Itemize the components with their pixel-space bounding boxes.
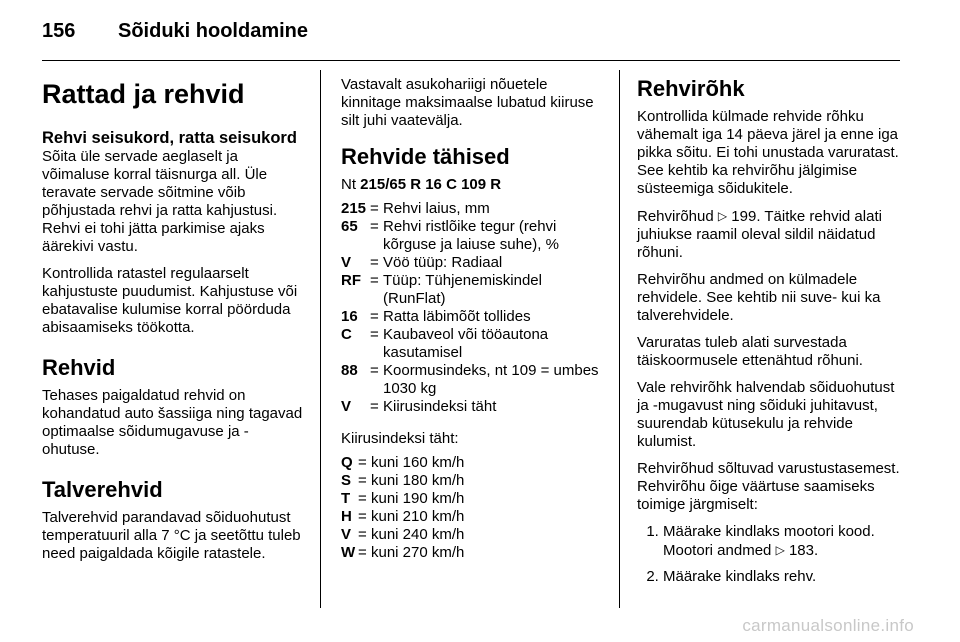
speed-row	[341, 544, 603, 562]
speed-row	[341, 454, 603, 472]
equals-sign: =	[370, 326, 379, 343]
speed-row	[341, 508, 603, 526]
speed-row	[341, 490, 603, 508]
page-number: 156	[42, 20, 76, 42]
speed-index-list	[341, 454, 603, 562]
definition-row	[341, 218, 603, 254]
tire-pressure-paragraph-3: Rehvirõhu andmed on külmadele rehvidele. See kehtib nii suve- kui ka talverehvidele.	[637, 271, 881, 324]
equals-sign: =	[370, 254, 379, 271]
page-reference-link[interactable]: 199	[731, 208, 757, 225]
definition-key: 65	[341, 218, 358, 235]
definition-key: 215	[341, 200, 367, 217]
definition-key: RF	[341, 272, 361, 289]
equals-sign: =	[370, 272, 379, 289]
definition-key: 88	[341, 362, 358, 379]
speed-value: kuni 190 km/h	[371, 490, 465, 507]
column-divider-right	[619, 70, 620, 608]
speed-key: T	[341, 490, 351, 507]
definition-row	[341, 200, 603, 218]
tire-pressure-paragraph-1: Kontrollida külmade rehvide rõhku vähemalt iga 14 päeva järel ja enne iga pikka sõitu. Ei tohi unustada varuratast. See kehtib ka rehvirõhu jälgimise süsteemiga sõidukitele.	[637, 108, 899, 197]
equals-sign: =	[358, 454, 367, 471]
equals-sign: =	[358, 526, 367, 543]
definition-key: V	[341, 398, 352, 415]
column-left	[42, 76, 304, 572]
tires-paragraph: Tehases paigaldatud rehvid on kohandatud auto šassiiga ning tagavad optimaalse sõidumugavuse ja -ohutuse.	[42, 387, 303, 458]
equals-sign: =	[358, 490, 367, 507]
definition-row	[341, 272, 603, 308]
speed-value: kuni 210 km/h	[371, 508, 465, 525]
tire-pressure-paragraph-6: Rehvirõhud sõltuvad varustustasemest. Rehvirõhu õige väärtuse saamiseks toimige järgmiselt:	[637, 460, 900, 513]
speed-sign-paragraph: Vastavalt asukohariigi nõuetele kinnitage maksimaalse lubatud kiiruse silt juhi vaatevälja.	[341, 76, 594, 129]
tire-condition-heading: Rehvi seisukord, ratta seisukord	[42, 129, 297, 147]
tire-pressure-paragraph-5: Vale rehvirõhk halvendab sõiduohutust ja -mugavust ning sõiduki juhitavust, suurendab kütusekulu ja rehvide kulumist.	[637, 379, 895, 450]
definition-row	[341, 254, 603, 272]
tire-pressure-paragraph-2	[637, 207, 907, 262]
equals-sign: =	[358, 472, 367, 489]
speed-key: W	[341, 544, 356, 561]
speed-key: Q	[341, 454, 353, 471]
tire-pressure-heading: Rehvirõhk	[637, 76, 745, 101]
text-fragment: . Täitke rehvid alati juhiukse raamil oleval sildil näidatud rõhuni.	[637, 208, 882, 261]
definition-value: Kiirusindeksi täht	[383, 398, 497, 415]
page-reference-link[interactable]: 183	[788, 542, 814, 559]
equals-sign: =	[358, 508, 367, 525]
page-reference-arrow-icon: ▷	[717, 209, 728, 223]
header-rule	[42, 60, 900, 61]
definition-value: Tüüp: Tühjenemiskindel (RunFlat)	[383, 272, 542, 307]
marking-definitions	[341, 200, 603, 416]
tire-marking-example	[341, 176, 603, 194]
text-fragment: .	[814, 542, 819, 559]
speed-key: H	[341, 508, 352, 525]
page-reference-arrow-icon: ▷	[775, 543, 785, 557]
equals-sign: =	[370, 398, 379, 415]
tire-condition-paragraph-2: Kontrollida ratastel regulaarselt kahjustuste puudumist. Kahjustuse või ebatavalise kulumise korral pöörduda abisaamiseks töökotta.	[42, 265, 298, 336]
definition-row	[341, 308, 603, 326]
definition-value: Ratta läbimõõt tollides	[383, 308, 531, 325]
speed-value: kuni 270 km/h	[371, 544, 465, 561]
speed-value: kuni 160 km/h	[371, 454, 465, 471]
equals-sign: =	[370, 308, 379, 325]
equals-sign: =	[358, 544, 367, 561]
definition-key: C	[341, 326, 352, 343]
definition-key: 16	[341, 308, 358, 325]
example-code: 215/65 R 16 C 109 R	[360, 176, 502, 193]
steps-list	[637, 523, 907, 586]
header-title: Sõiduki hooldamine	[118, 20, 309, 42]
equals-sign: =	[370, 200, 379, 217]
equals-sign: =	[370, 362, 379, 379]
tire-condition-paragraph-1: Sõita üle servade aeglaselt ja võimaluse korral täisnurga all. Üle teravate servade sõitmine võib põhjustada rehvi ja ratta kahjustusi. Rehvi ei tohi jätta parkimise ajaks äärekivi vastu.	[42, 148, 278, 255]
example-prefix: Nt	[341, 176, 361, 193]
step-item	[663, 523, 907, 560]
definition-value: Rehvi laius, mm	[383, 200, 490, 217]
speed-index-heading: Kiirusindeksi täht:	[341, 430, 459, 447]
definition-value: Vöö tüüp: Radiaal	[383, 254, 503, 271]
definition-row	[341, 362, 603, 398]
speed-key: V	[341, 526, 352, 543]
speed-row	[341, 472, 603, 490]
definition-key: V	[341, 254, 352, 271]
column-middle	[341, 76, 603, 572]
step-item	[663, 568, 907, 586]
column-right	[637, 76, 907, 594]
speed-row	[341, 526, 603, 544]
definition-row	[341, 398, 603, 416]
column-divider-left	[320, 70, 321, 608]
speed-value: kuni 180 km/h	[371, 472, 465, 489]
definition-value: Koormusindeks, nt 109 = umbes 1030 kg	[383, 362, 599, 397]
tire-markings-heading: Rehvide tähised	[341, 144, 510, 169]
speed-value: kuni 240 km/h	[371, 526, 465, 543]
text-fragment: Rehvirõhud	[637, 208, 718, 225]
winter-tires-paragraph: Talverehvid parandavad sõiduohutust temperatuuril alla 7 °C ja seetõttu tuleb need paigaldada kõigile ratastele.	[42, 509, 301, 562]
tires-heading: Rehvid	[42, 355, 116, 380]
page-header	[42, 20, 308, 43]
text-fragment: Määrake kindlaks mootori kood. Mootori andmed	[663, 523, 875, 559]
text-fragment: Määrake kindlaks rehv.	[663, 568, 817, 585]
definition-value: Rehvi ristlõike tegur (rehvi kõrguse ja laiuse suhe), %	[383, 218, 559, 253]
winter-tires-heading: Talverehvid	[42, 477, 163, 502]
equals-sign: =	[370, 218, 379, 235]
speed-key: S	[341, 472, 352, 489]
chapter-title: Rattad ja rehvid	[42, 79, 245, 109]
definition-row	[341, 326, 603, 362]
definition-value: Kaubaveol või tööautona kasutamisel	[383, 326, 549, 361]
tire-pressure-paragraph-4: Varuratas tuleb alati survestada täiskoormusele ettenähtud rõhuni.	[637, 334, 863, 369]
watermark: carmanualsonline.info	[742, 616, 914, 635]
